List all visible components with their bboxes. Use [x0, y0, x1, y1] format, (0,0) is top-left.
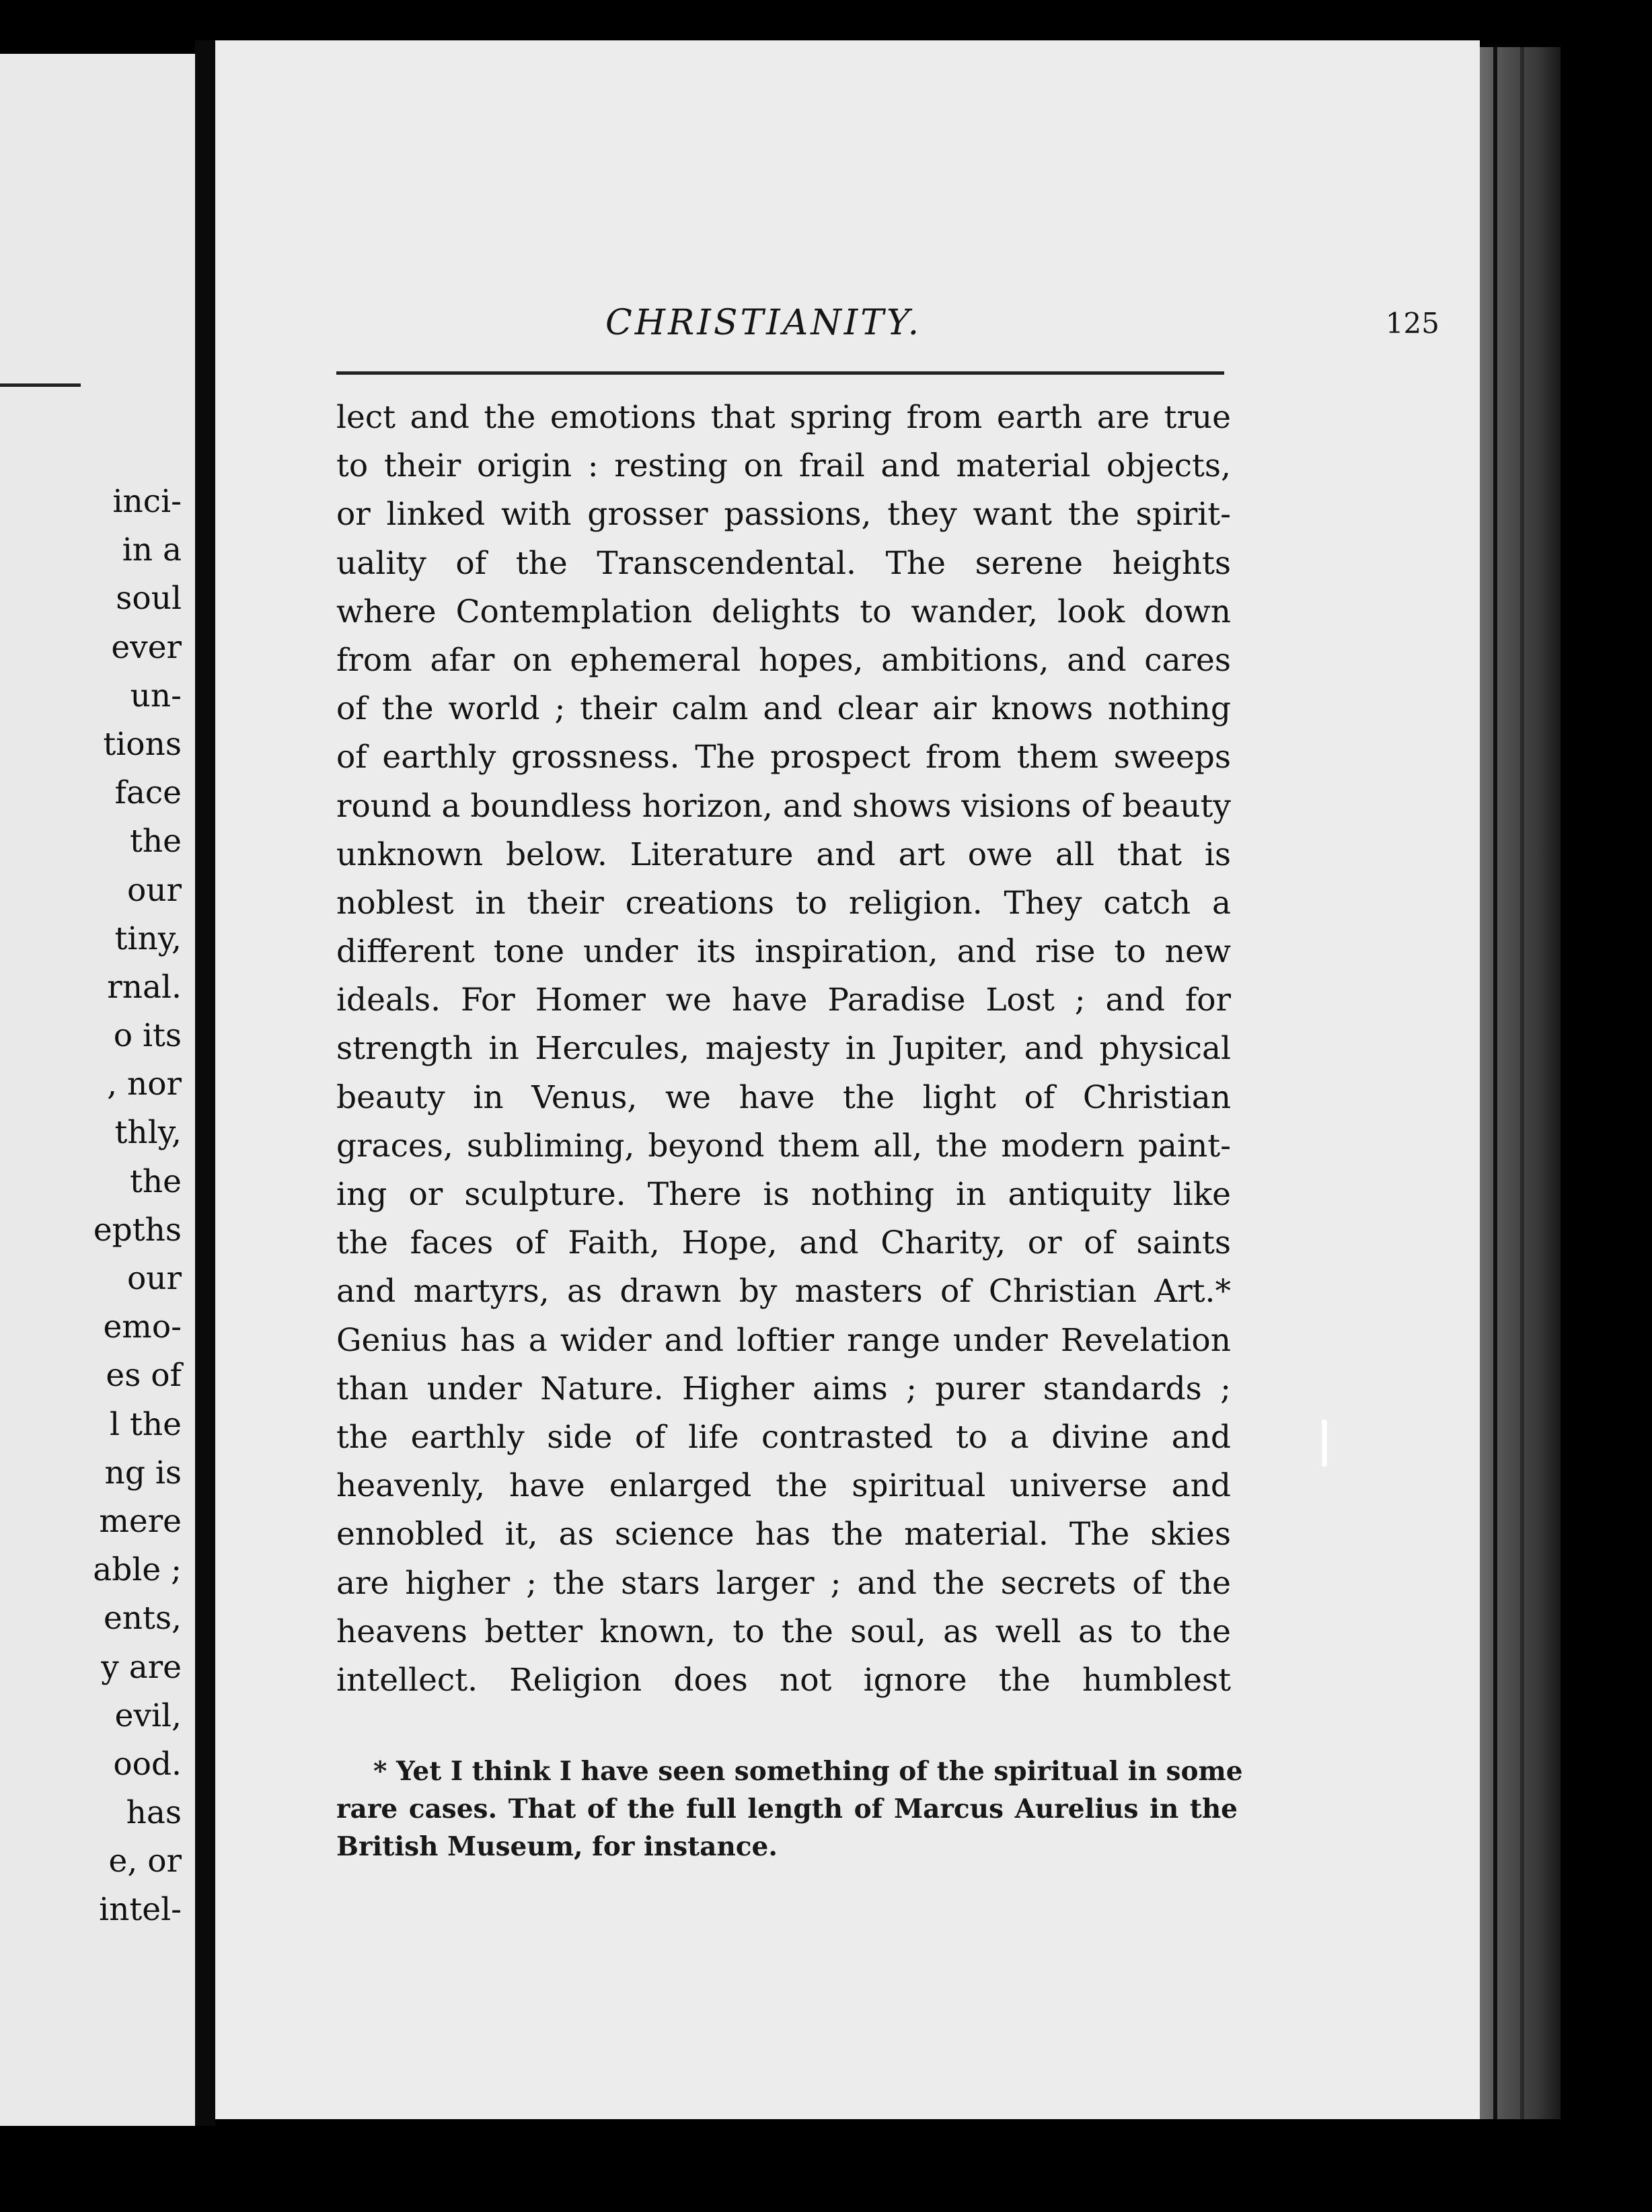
- facing-page-line: the: [130, 823, 182, 860]
- page-edge-stripe: [1520, 47, 1524, 2119]
- page-number: 125: [1385, 307, 1439, 340]
- facing-page-line: soul: [116, 580, 182, 618]
- footnote: [336, 1753, 1243, 1866]
- facing-page-line: thly,: [114, 1114, 182, 1152]
- body-line: lect and the emotions that spring from earth are true: [336, 399, 1231, 436]
- footnote-line: * Yet I think I have seen something of the spiritual in some: [373, 1756, 1243, 1787]
- facing-page-line: , nor: [107, 1066, 182, 1103]
- running-title: CHRISTIANITY.: [605, 303, 922, 343]
- body-line: graces, subliming, beyond them all, the modern paint-: [336, 1127, 1231, 1165]
- facing-page-line: face: [114, 774, 182, 812]
- facing-page-line: es of: [106, 1357, 182, 1395]
- main-page: [215, 40, 1480, 2119]
- body-line: from afar on ephemeral hopes, ambitions, and cares: [336, 641, 1231, 679]
- facing-page-line: intel-: [99, 1891, 182, 1929]
- body-line: and martyrs, as drawn by masters of Christian Art.*: [336, 1273, 1231, 1311]
- facing-page-line: ng is: [104, 1454, 182, 1491]
- body-line: uality of the Transcendental. The serene heights: [336, 544, 1231, 582]
- facing-page-line: the: [130, 1163, 182, 1200]
- facing-page-line: emo-: [103, 1308, 182, 1346]
- facing-page-line: y are: [101, 1648, 182, 1686]
- body-line: unknown below. Literature and art owe all that is: [336, 836, 1231, 873]
- facing-page-line: inci-: [112, 483, 182, 520]
- facing-page-line: tiny,: [114, 920, 182, 957]
- facing-page-line: un-: [130, 677, 182, 714]
- facing-page-line: ents,: [103, 1600, 182, 1637]
- body-line: heavens better known, to the soul, as well as to the: [336, 1613, 1231, 1650]
- facing-page-line: o its: [113, 1017, 182, 1055]
- facing-page-line: has: [126, 1794, 182, 1832]
- running-header: [336, 303, 1439, 357]
- body-line: or linked with grosser passions, they want the spirit-: [336, 496, 1231, 533]
- body-line: the faces of Faith, Hope, and Charity, or of saints: [336, 1224, 1231, 1262]
- body-line: to their origin : resting on frail and material objects,: [336, 447, 1231, 485]
- facing-page-rule: [0, 383, 81, 387]
- body-line: intellect. Religion does not ignore the humblest: [336, 1661, 1231, 1699]
- facing-page-line: ood.: [113, 1745, 182, 1783]
- facing-page-line: e, or: [108, 1843, 182, 1880]
- header-rule: [336, 371, 1224, 375]
- body-line: ideals. For Homer we have Paradise Lost ; and for: [336, 982, 1231, 1019]
- body-line: heavenly, have enlarged the spiritual universe and: [336, 1467, 1231, 1505]
- body-line: ennobled it, as science has the material. The skies: [336, 1516, 1231, 1553]
- body-line: where Contemplation delights to wander, look down: [336, 593, 1231, 630]
- page-edge: [1480, 47, 1561, 2119]
- facing-page: [0, 54, 195, 2126]
- body-line: than under Nature. Higher aims ; purer standards ;: [336, 1370, 1231, 1407]
- body-line: noblest in their creations to religion. They catch a: [336, 884, 1231, 922]
- body-line: Genius has a wider and loftier range under Revelation: [336, 1321, 1231, 1359]
- body-line: are higher ; the stars larger ; and the secrets of the: [336, 1564, 1231, 1602]
- body-line: round a boundless horizon, and shows visions of beauty: [336, 787, 1231, 825]
- body-line: the earthly side of life contrasted to a divine and: [336, 1418, 1231, 1456]
- facing-page-line: our: [126, 871, 182, 909]
- facing-page-line: tions: [103, 725, 182, 763]
- footnote-line: rare cases. That of the full length of Marcus Aurelius in the: [336, 1794, 1238, 1824]
- body-line: ing or sculpture. There is nothing in antiquity like: [336, 1176, 1231, 1213]
- page-edge-stripe: [1493, 47, 1497, 2119]
- scan-speck: [1322, 1420, 1327, 1467]
- facing-page-line: l the: [110, 1405, 182, 1443]
- footnote-line: British Museum, for instance.: [336, 1831, 778, 1862]
- facing-page-line: evil,: [114, 1697, 182, 1734]
- body-line: of the world ; their calm and clear air knows nothing: [336, 690, 1231, 728]
- body-line: different tone under its inspiration, and rise to new: [336, 933, 1231, 971]
- body-line: beauty in Venus, we have the light of Christian: [336, 1078, 1231, 1116]
- facing-page-line: in a: [122, 531, 182, 569]
- facing-page-line: epths: [93, 1211, 182, 1249]
- facing-page-line: ever: [111, 628, 182, 666]
- body-line: strength in Hercules, majesty in Jupiter, and physical: [336, 1030, 1231, 1068]
- facing-page-line: able ;: [93, 1551, 182, 1589]
- facing-page-text: [0, 478, 195, 1935]
- facing-page-line: our: [126, 1260, 182, 1297]
- facing-page-line: rnal.: [107, 968, 182, 1006]
- facing-page-line: mere: [99, 1502, 182, 1540]
- body-line: of earthly grossness. The prospect from them sweeps: [336, 739, 1231, 776]
- body-text: [336, 394, 1231, 1705]
- book-gutter: [195, 40, 215, 2126]
